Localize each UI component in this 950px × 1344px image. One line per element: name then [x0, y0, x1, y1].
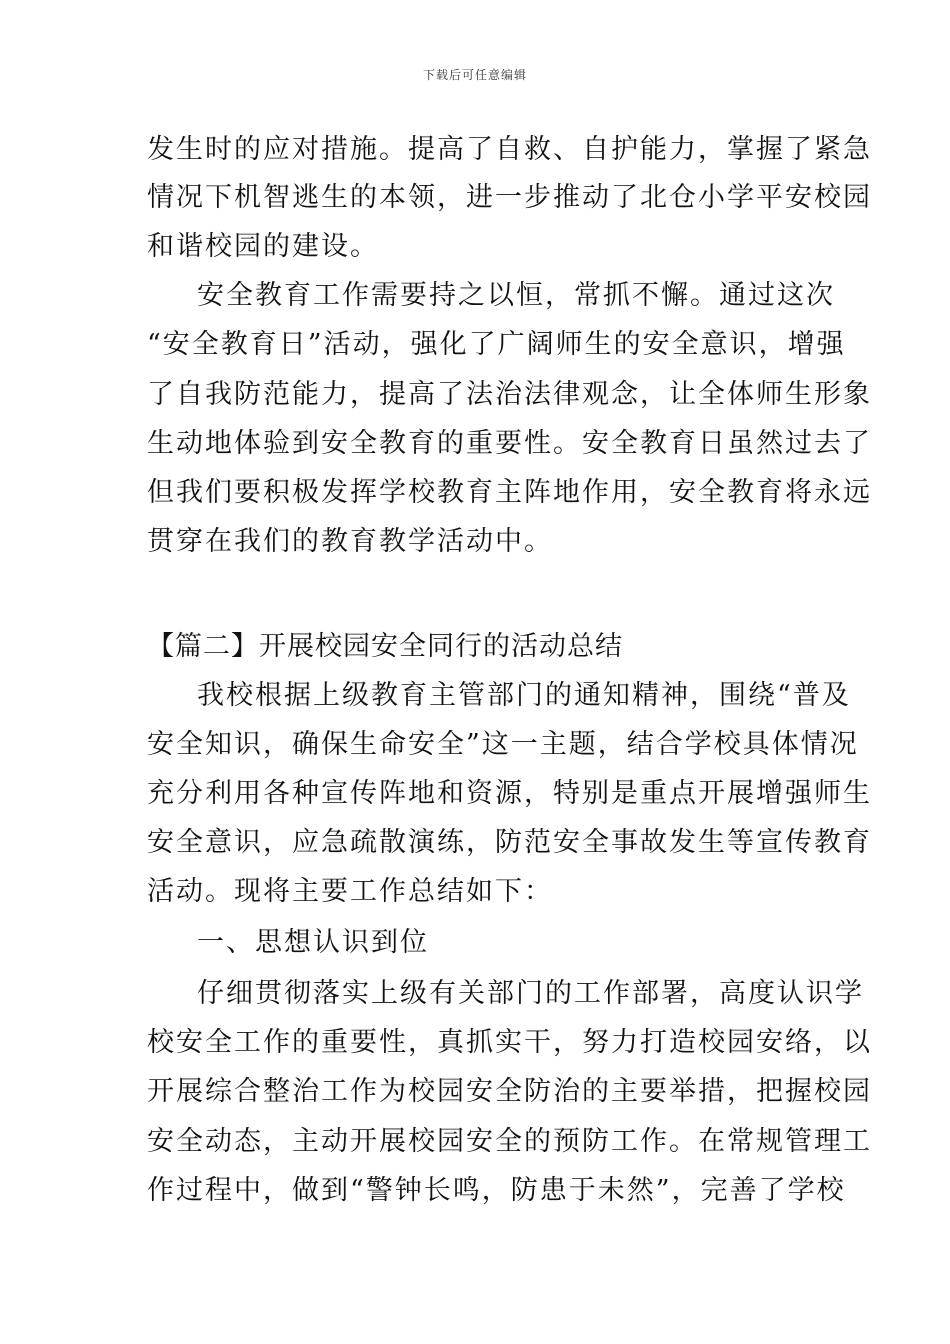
text-line: “安全教育日”活动，强化了广阔师生的安全意识，增强	[147, 329, 846, 360]
header-note: 下载后可任意编辑	[422, 68, 527, 82]
text-line: 安全教育工作需要持之以恒，常抓不懈。通过这次	[197, 280, 835, 311]
text-line: 了自我防范能力，提高了法治法律观念，让全体师生形象	[147, 379, 872, 410]
text-line: 开展综合整治工作为校园安全防治的主要举措，把握校园	[147, 1076, 872, 1107]
text-line: 安全动态，主动开展校园安全的预防工作。在常规管理工	[147, 1126, 872, 1157]
text-line: 校安全工作的重要性，真抓实干，努力打造校园安络，以	[147, 1027, 872, 1058]
text-line: 安全意识，应急疏散演练，防范安全事故发生等宣传教育	[147, 827, 872, 858]
text-line: 情况下机智逃生的本领，进一步推动了北仓小学平安校园	[147, 182, 872, 213]
text-line: 仔细贯彻落实上级有关部门的工作部署，高度认识学	[197, 978, 864, 1009]
text-line: 和谐校园的建设。	[147, 231, 379, 262]
text-line: 发生时的应对措施。提高了自救、自护能力，掌握了紧急	[147, 134, 872, 165]
text-line: 充分利用各种宣传阵地和资源，特别是重点开展增强师生	[147, 778, 872, 809]
text-line: 作过程中，做到“警钟长鸣，防患于未然”，完善了学校	[147, 1175, 846, 1206]
subsection-heading: 一、思想认识到位	[197, 927, 429, 958]
text-line: 贯穿在我们的教育教学活动中。	[147, 526, 553, 557]
section-title: 【篇二】开展校园安全同行的活动总结	[147, 631, 623, 662]
text-line: 活动。现将主要工作总结如下：	[147, 876, 553, 907]
text-line: 我校根据上级教育主管部门的通知精神，围绕“普及	[197, 680, 851, 711]
text-line: 但我们要积极发挥学校教育主阵地作用，安全教育将永远	[147, 477, 872, 508]
text-line: 生动地体验到安全教育的重要性。安全教育日虽然过去了	[147, 428, 872, 459]
text-line: 安全知识，确保生命安全”这一主题，结合学校具体情况	[147, 729, 859, 760]
